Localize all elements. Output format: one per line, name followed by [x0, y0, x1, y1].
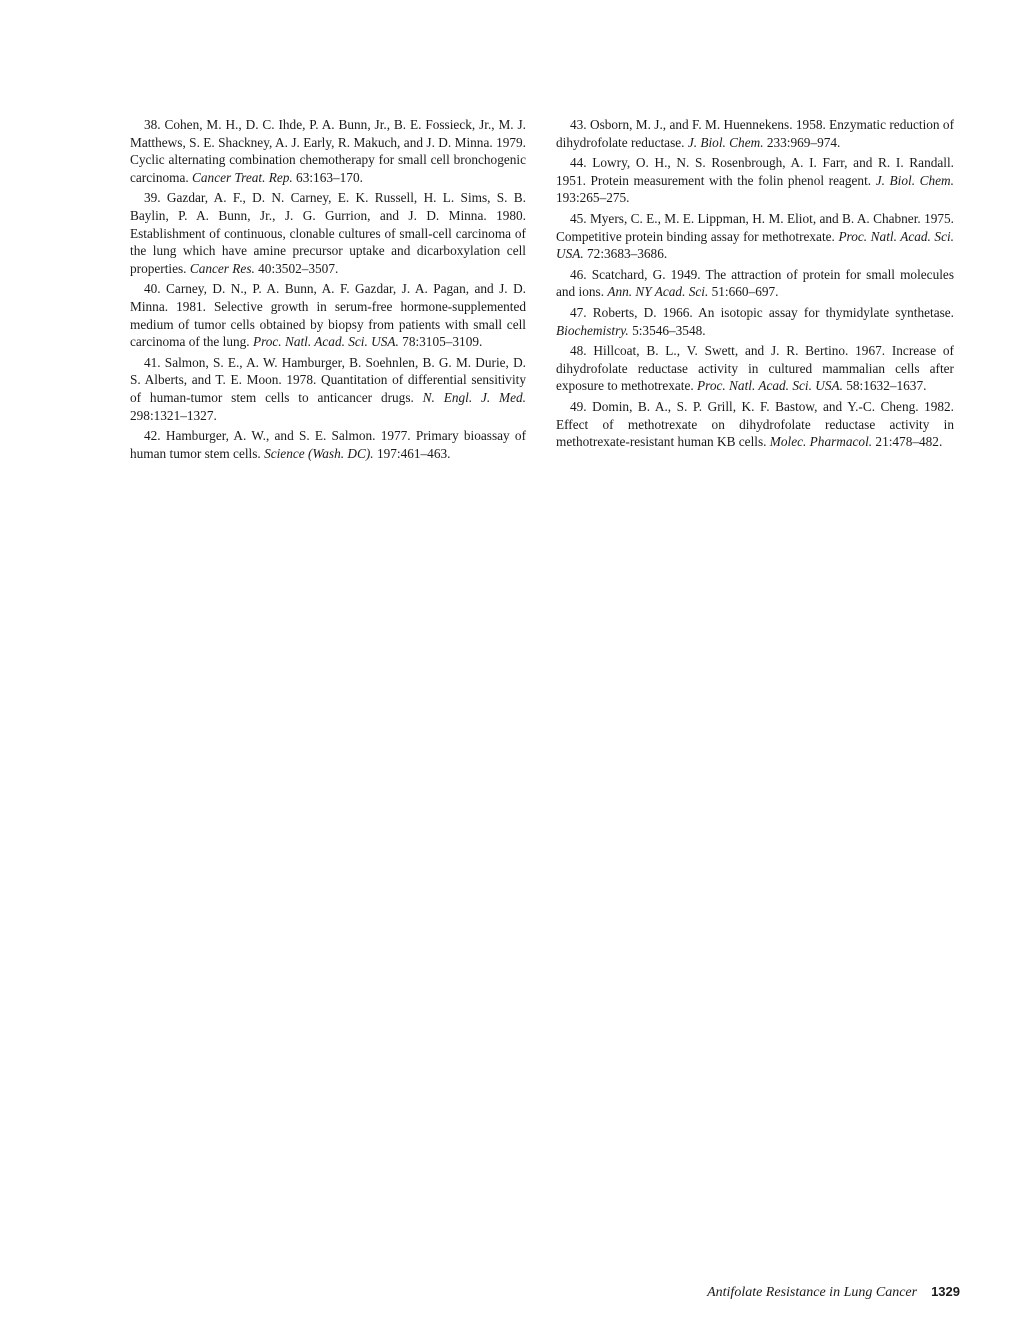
journal-name: Proc. Natl. Acad. Sci. USA.	[697, 378, 843, 394]
journal-name: Ann. NY Acad. Sci.	[607, 284, 709, 300]
reference-entry: 39. Gazdar, A. F., D. N. Carney, E. K. Russell, H. L. Sims, S. B. Baylin, P. A. Bunn, Jr., J. G. Gurrion, and J. D. Minna. 1980. Establishment of continuous, clonable cultures of small-cell carcinoma of the lung which have amine precursor uptake and dicarboxylation cell properties. Cancer Res. 40:3502–3507.	[130, 190, 526, 276]
reference-entry: 41. Salmon, S. E., A. W. Hamburger, B. Soehnlen, B. G. M. Durie, D. S. Alberts, and T. E. Moon. 1978. Quantitation of differential sensitivity of human-tumor stem cells to anticancer drugs. N. Engl. J. Med. 298:1321–1327.	[130, 354, 527, 423]
reference-entry: 48. Hillcoat, B. L., V. Swett, and J. R. Bertino. 1967. Increase of dihydrofolate reductase activity in cultured mammalian cells after exposure to methotrexate. Proc. Natl. Acad. Sci. USA. 58:1632–1637.	[556, 343, 954, 394]
reference-entry: 46. Scatchard, G. 1949. The attraction of protein for small molecules and ions. Ann. NY Acad. Sci. 51:660–697.	[556, 266, 954, 300]
reference-entry: 49. Domin, B. A., S. P. Grill, K. F. Bastow, and Y.-C. Cheng. 1982. Effect of methotrexate on dihydrofolate reductase activity in methotrexate-resistant human KB cells. Molec. Pharmacol. 21:478–482.	[556, 398, 954, 450]
journal-name: Cancer Treat. Rep.	[192, 169, 293, 185]
reference-entry: 42. Hamburger, A. W., and S. E. Salmon. 1977. Primary bioassay of human tumor stem cells. Science (Wash. DC). 197:461–463.	[130, 428, 526, 461]
reference-entry: 43. Osborn, M. J., and F. M. Huennekens. 1958. Enzymatic reduction of dihydrofolate reductase. J. Biol. Chem. 233:969–974.	[556, 117, 954, 150]
reference-entry: 47. Roberts, D. 1966. An isotopic assay for thymidylate synthetase. Biochemistry. 5:3546–3548.	[556, 304, 954, 338]
journal-name: Science (Wash. DC).	[264, 445, 374, 461]
reference-entry: 40. Carney, D. N., P. A. Bunn, A. F. Gazdar, J. A. Pagan, and J. D. Minna. 1981. Selective growth in serum-free hormone-supplemented medium of tumor cells obtained by biopsy from patients with small cell carcinoma of the lung. Proc. Natl. Acad. Sci. USA. 78:3105–3109.	[130, 281, 526, 350]
reference-entry: 38. Cohen, M. H., D. C. Ihde, P. A. Bunn, Jr., B. E. Fossieck, Jr., M. J. Matthews, S. E. Shackney, A. J. Early, R. Makuch, and J. D. Minna. 1979. Cyclic alternating combination chemotherapy for small cell bronchogenic carcinoma. Cancer Treat. Rep. 63:163–170.	[130, 117, 526, 185]
journal-name: Proc. Natl. Acad. Sci. USA.	[252, 334, 399, 350]
journal-name: J. Biol. Chem.	[875, 172, 954, 188]
journal-name: J. Biol. Chem.	[687, 134, 764, 150]
references-left-column	[130, 116, 526, 465]
page-number: 1329	[931, 1284, 960, 1299]
journal-name: Biochemistry.	[556, 322, 629, 338]
page-footer	[707, 1284, 960, 1301]
reference-entry: 44. Lowry, O. H., N. S. Rosenbrough, A. I. Farr, and R. I. Randall. 1951. Protein measurement with the folin phenol reagent. J. Biol. Chem. 193:265–275.	[556, 155, 954, 206]
journal-name: N. Engl. J. Med.	[422, 389, 527, 405]
running-title: Antifolate Resistance in Lung Cancer	[707, 1285, 918, 1300]
journal-name: Proc. Natl. Acad. Sci. USA.	[556, 228, 955, 262]
references-right-column	[556, 116, 954, 454]
reference-entry: 45. Myers, C. E., M. E. Lippman, H. M. Eliot, and B. A. Chabner. 1975. Competitive protein binding assay for methotrexate. Proc. Natl. Acad. Sci. USA. 72:3683–3686.	[556, 210, 955, 262]
journal-name: Cancer Res.	[189, 260, 255, 276]
journal-name: Molec. Pharmacol.	[769, 434, 873, 450]
